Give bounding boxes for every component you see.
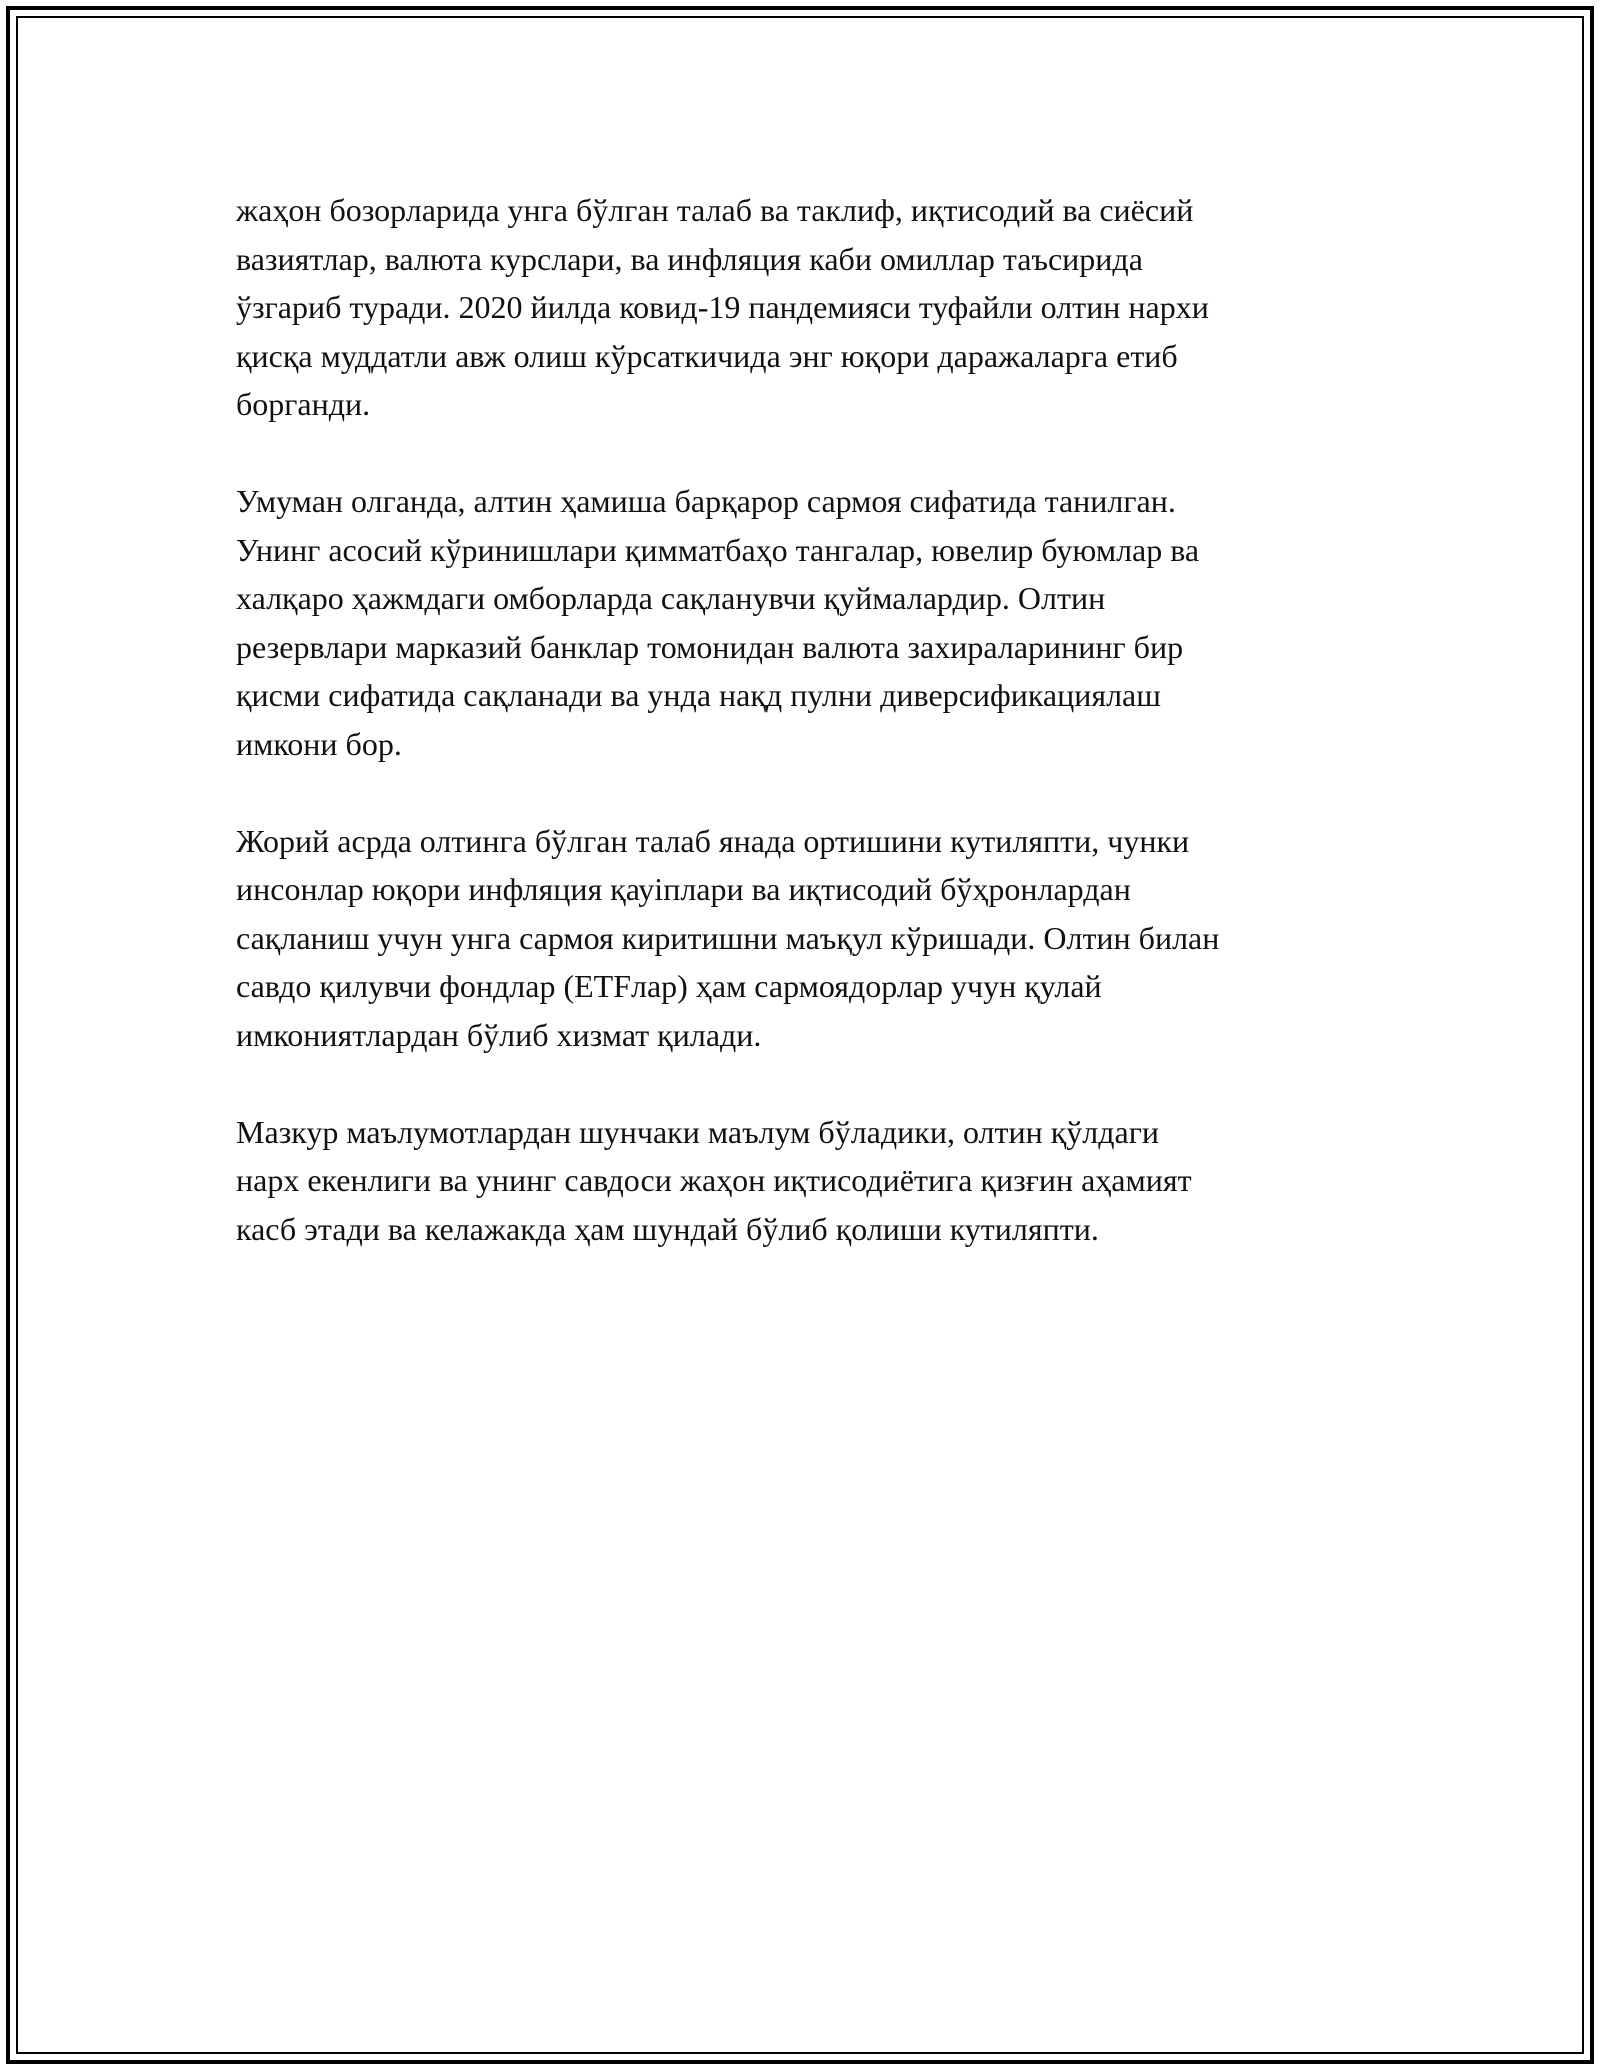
text-line: нарх екенлиги ва унинг савдоси жаҳон иқтисодиётига қизғин аҳамият [236, 1162, 1192, 1198]
text-line: касб этади ва келажакда ҳам шундай бўлиб қолиши кутиляпти. [236, 1210, 1099, 1247]
document-body [236, 186, 1376, 1302]
paragraph-1 [236, 186, 1376, 429]
text-line: қисқа муддатли авж олиш кўрсаткичида энг юқори даражаларга етиб [236, 337, 1178, 374]
text-line: имкониятлардан бўлиб хизмат қилади. [236, 1016, 762, 1053]
text-line: Жорий асрда олтинга бўлган талаб янада ортишини кутиляпти, чунки [236, 822, 1190, 859]
text-line: халқаро ҳажмдаги омборларда сақланувчи қуймалардир. Олтин [236, 580, 1106, 616]
text-line: Умуман олганда, алтин ҳамиша барқарор сармоя сифатида танилган. [236, 483, 1176, 519]
text-line: имкони бор. [236, 725, 402, 762]
text-line: инсонлар юқори инфляция қауіплари ва иқтисодий бўҳронлардан [236, 871, 1131, 907]
paragraph-3 [236, 817, 1376, 1060]
text-line: Унинг асосий кўринишлари қимматбаҳо тангалар, ювелир буюмлар ва [236, 531, 1200, 568]
paragraph-2 [236, 477, 1376, 768]
text-line: резервлари марказий банклар томонидан валюта захираларининг бир [236, 628, 1184, 665]
text-line: ўзгариб туради. 2020 йилда ковид-19 пандемияси туфайли олтин нархи [236, 289, 1209, 325]
text-line: Мазкур маълумотлардан шунчаки маълум бўладики, олтин қўлдаги [236, 1113, 1159, 1150]
text-line: жаҳон бозорларида унга бўлган талаб ва таклиф, иқтисодий ва сиёсий [236, 192, 1194, 228]
text-line: қисми сифатида сақланади ва унда нақд пулни диверсификациялаш [236, 677, 1161, 713]
text-line: савдо қилувчи фондлар (ETFлар) ҳам сармоядорлар учун қулай [236, 968, 1102, 1004]
text-line: сақланиш учун унга сармоя киритишни маъқул кўришади. Олтин билан [236, 919, 1220, 956]
text-line: борганди. [236, 386, 371, 422]
text-line: вазиятлар, валюта курслари, ва инфляция каби омиллар таъсирида [236, 240, 1143, 277]
paragraph-4 [236, 1108, 1376, 1254]
